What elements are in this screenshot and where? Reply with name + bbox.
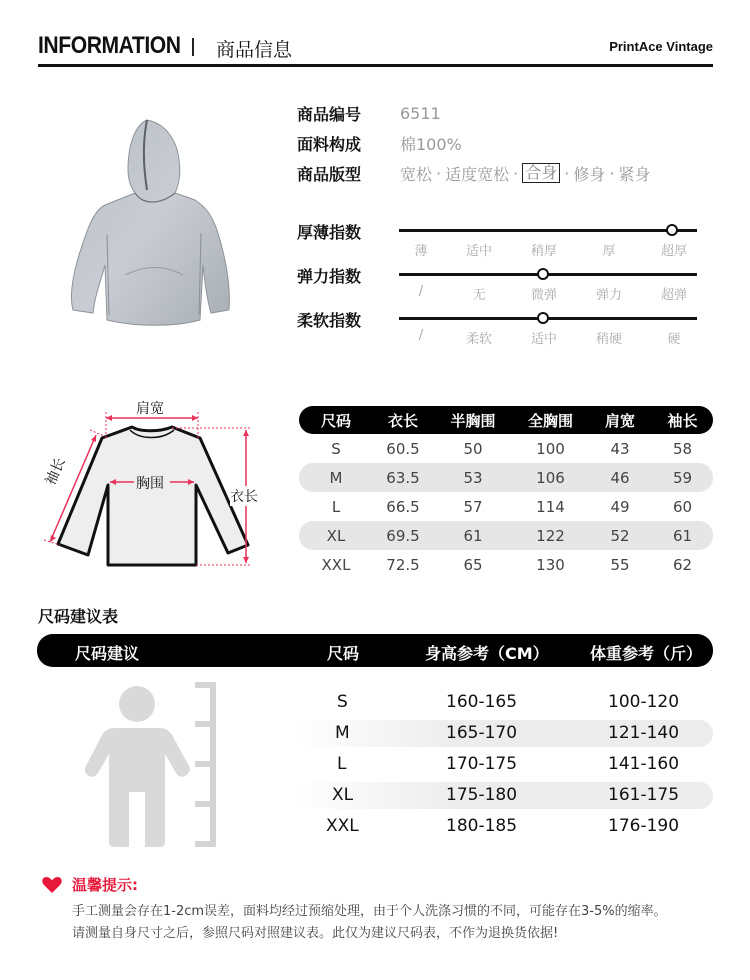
cell: 60.5 [386,439,420,458]
header-title-en: INFORMATION [38,32,181,59]
header-cell: 尺码 [327,644,360,663]
tip-text-line: 手工测量会存在1-2cm误差，面料均经过预缩处理，由于个人洗涤习惯的不同，可能存在3-5%的缩率。 [72,904,667,919]
tick: 适中 [530,332,558,347]
cell: 63.5 [386,468,420,487]
fabric-value: 棉100% [400,134,462,154]
elasticity-index [297,264,717,308]
cell: S [331,439,341,458]
brand-name: PrintAce Vintage [609,39,713,54]
tick: 超弹 [660,288,688,303]
tick: / [418,328,424,343]
cell: 46 [610,468,630,487]
separator-dot: · [436,163,442,183]
cell: 65 [463,555,483,574]
chest-label: 胸围 [136,476,164,492]
cell: 106 [536,468,565,487]
cell: L [337,754,347,774]
tick: 适中 [465,244,493,259]
cell: 59 [672,468,693,487]
cell: 72.5 [386,555,420,574]
table-row [299,492,713,521]
product-image-hoodie [65,115,245,335]
cell: XL [332,785,354,805]
header-cell: 全胸围 [527,411,573,430]
cell: 58 [672,439,693,458]
header-cell: 体重参考（斤） [590,644,703,663]
table-row [299,463,713,492]
cell: XXL [326,816,359,836]
fit-option-relaxed: 适度宽松 [445,164,510,184]
table-row [299,521,713,550]
cell: XL [326,526,346,545]
header-cell: 尺码建议 [75,644,140,663]
cell: 180-185 [446,816,518,836]
index-marker [537,312,549,324]
body-length-label: 衣长 [230,486,258,506]
cell: 175-180 [446,785,518,805]
cell: M [329,468,343,487]
info-label: 商品版型 [297,164,362,184]
thickness-index [297,220,717,264]
cell: 160-165 [446,692,518,712]
cell: 165-170 [446,723,518,743]
tick: 弹力 [595,288,623,303]
cell: 130 [536,555,565,574]
tick: 稍厚 [530,244,558,259]
index-marker [537,268,549,280]
cell: 114 [536,497,565,516]
cell: 141-160 [608,754,680,774]
info-label: 商品编号 [297,104,362,124]
header-cell: 衣长 [387,411,418,430]
index-label: 弹力指数 [297,267,362,286]
cell: 43 [610,439,630,458]
size-table-header [299,406,713,434]
header-cell: 尺码 [320,411,351,430]
cell: 66.5 [386,497,420,516]
cell: XXL [321,555,351,574]
cell: 52 [610,526,630,545]
fit-options [400,162,650,185]
fit-option-tight: 紧身 [618,164,651,184]
header-divider [192,38,194,56]
cell: 100-120 [608,692,680,712]
cell: 176-190 [608,816,680,836]
heart-icon [42,876,62,894]
index-label: 厚薄指数 [297,223,362,242]
tick: / [418,284,424,299]
cell: 57 [463,497,483,516]
table-row [295,782,713,809]
cell: 61 [672,526,693,545]
tick: 无 [472,288,486,303]
cell: 122 [536,526,565,545]
header-cell: 身高参考（CM） [425,644,549,663]
cell: 55 [610,555,630,574]
cell: 60 [672,497,693,516]
tick: 薄 [414,244,428,259]
header-cell: 肩宽 [604,411,635,430]
table-row [295,720,713,747]
cell: 170-175 [446,754,518,774]
separator-dot: · [564,163,570,183]
fit-option-slim: 修身 [573,164,606,184]
sleeve-length-label: 袖长 [40,454,70,488]
softness-index [297,308,717,352]
cell: 121-140 [608,723,680,743]
table-row [295,689,713,716]
index-label: 柔软指数 [297,311,362,330]
header-cell: 袖长 [667,411,698,430]
header-title-cn: 商品信息 [216,39,293,61]
tick: 柔软 [465,332,493,347]
info-row-fit [297,162,650,184]
table-row [295,813,713,840]
cell: 62 [672,555,693,574]
cell: M [335,723,350,743]
table-row [299,550,713,579]
cell: L [331,497,341,516]
header-cell: 半胸围 [450,411,496,430]
fit-option-regular-selected: 合身 [522,163,560,183]
cell: 49 [610,497,630,516]
info-row-fabric [297,132,462,154]
item-number-value: 6511 [400,103,441,123]
index-marker [666,224,678,236]
separator-dot: · [513,163,519,183]
header-rule [38,64,713,67]
info-row-item-number [297,102,441,124]
tick: 厚 [602,244,616,259]
table-row [299,434,713,463]
cell: 50 [463,439,483,458]
cell: 53 [463,468,483,487]
tick: 超厚 [660,244,688,259]
tip-text-line: 请测量自身尺寸之后，参照尺码对照建议表。此仅为建议尺码表，不作为退换货依据! [72,926,559,941]
cell: 69.5 [386,526,420,545]
table-row [295,751,713,778]
shoulder-width-label: 肩宽 [136,401,164,417]
tips-title: 温馨提示: [72,876,138,894]
header [38,30,713,66]
person-height-icon [85,682,220,847]
recommendation-title: 尺码建议表 [38,607,119,626]
tick: 微弹 [530,288,558,303]
info-label: 面料构成 [297,134,362,154]
size-table [299,406,713,579]
cell: 61 [463,526,483,545]
recommendation-header [37,634,713,667]
cell: 161-175 [608,785,680,805]
measurement-diagram [30,390,290,580]
cell: S [337,692,348,712]
index-track [399,229,697,232]
tick: 硬 [667,332,681,347]
fit-option-loose: 宽松 [400,164,433,184]
separator-dot: · [609,163,615,183]
cell: 100 [536,439,565,458]
tick: 稍硬 [595,332,623,347]
